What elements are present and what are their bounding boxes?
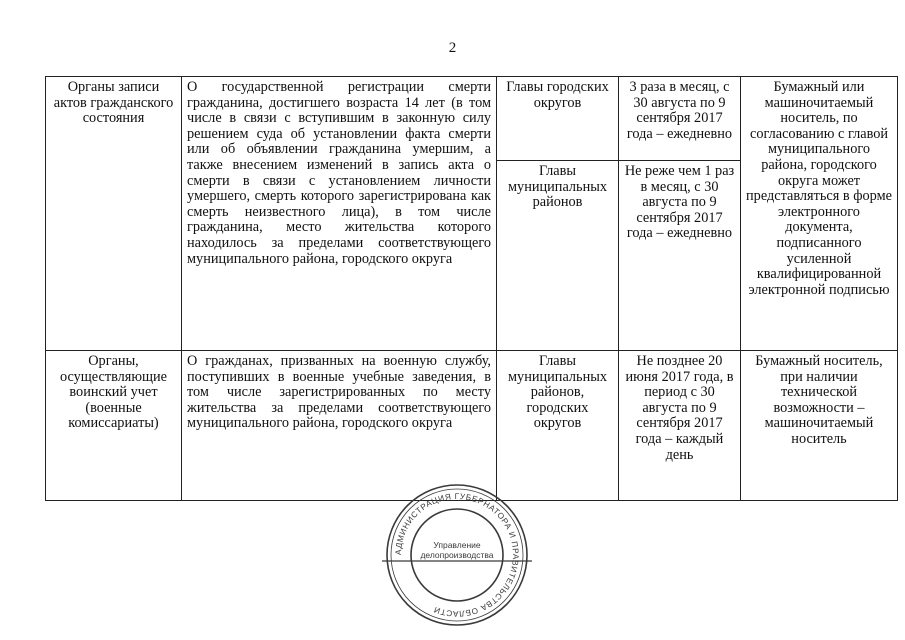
frequency-cell: 3 раза в месяц, с 30 августа по 9 сентября 2017 года – ежедневно: [619, 77, 741, 161]
stamp-center-text-2: делопроизводства: [420, 550, 494, 560]
description-cell: О государственной регистрации смерти гражданина, достигшего возраста 14 лет (в том числе в связи с вступившим в законную силу решением суда об установлении факта смерти или об объявлении гражданина умершим, а также внесением изменений в запись акта о смерти в связи с установлением личности умершего, смерть которого зарегистрирована как смерть неизвестного лица), в том числе гражданина, место жительства которого находилось за пределами соответствующего муниципального района, городского округа: [182, 77, 497, 351]
description-cell: О гражданах, призванных на военную службу, поступивших в военные учебные заведения, в том числе зарегистрированных по месту жительства за пределами соответствующего муниципального района, городского округа: [182, 351, 497, 501]
information-table: [45, 76, 898, 501]
table-row: [46, 77, 898, 161]
recipient-cell: Главы муниципальных районов: [497, 161, 619, 351]
recipient-cell: Главы муниципальных районов, городских округов: [497, 351, 619, 501]
stamp-center-text-1: Управление: [433, 540, 481, 550]
stamp-ring-text: АДМИНИСТРАЦИЯ ГУБЕРНАТОРА И ПРАВИТЕЛЬСТВА ОБЛАСТИ: [393, 491, 521, 619]
table-row: [46, 351, 898, 501]
organ-cell: Органы записи актов гражданского состояния: [46, 77, 182, 351]
page-number: 2: [448, 40, 457, 56]
frequency-cell: Не реже чем 1 раз в месяц, с 30 августа по 9 сентября 2017 года – ежедневно: [619, 161, 741, 351]
medium-cell: Бумажный носитель, при наличии технической возможности – машиночитаемый носитель: [741, 351, 898, 501]
official-stamp: [382, 480, 532, 630]
medium-cell: Бумажный или машиночитаемый носитель, по согласованию с главой муниципального района, городского округа может представляться в форме электронного документа, подписанного усиленной квалифицированной электронной подписью: [741, 77, 898, 351]
frequency-cell: Не позднее 20 июня 2017 года, в период с 30 августа по 9 сентября 2017 года – каждый день: [619, 351, 741, 501]
recipient-cell: Главы городских округов: [497, 77, 619, 161]
organ-cell: Органы, осуществляющие воинский учет (военные комиссариаты): [46, 351, 182, 501]
